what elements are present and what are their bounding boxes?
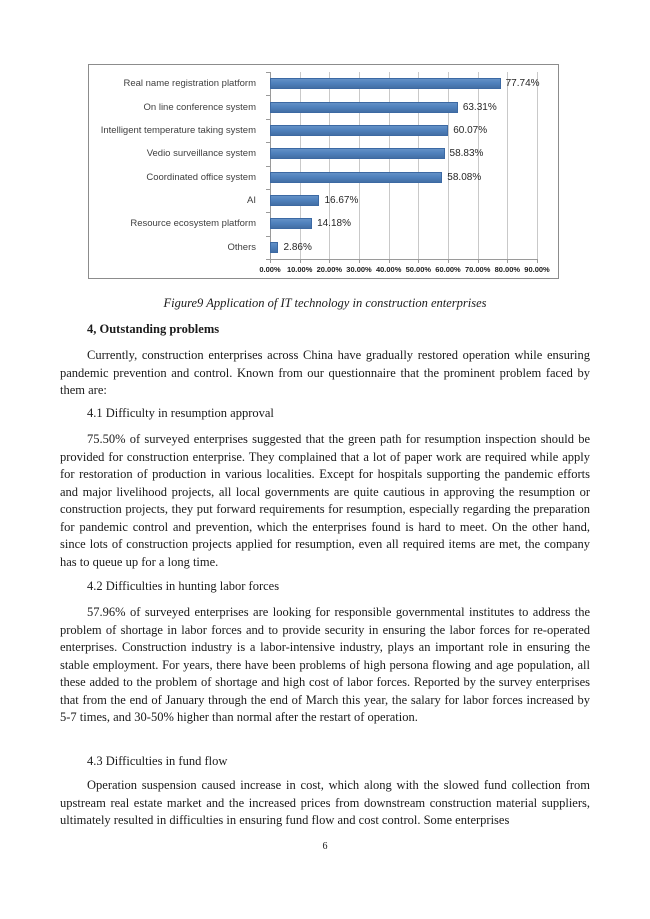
x-axis-line — [270, 259, 538, 260]
bar-value-label: 14.18% — [317, 218, 351, 230]
x-axis-tick-label: 80.00% — [494, 265, 521, 274]
gridline — [537, 72, 538, 259]
paragraph-4-3: Operation suspension caused increase in cost, which along with the slowed fund collection from upstream real estate market and the increased prices from downstream construction material suppliers, ultimately resulted in difficulties in ensuring fund flow and cost control. Some enterprises — [60, 778, 590, 827]
y-axis-tick — [266, 142, 270, 143]
paragraph-intro: Currently, construction enterprises across China have gradually restored operation while ensuring pandemic prevention and control. Known from our questionnaire that the prominent problem faced by them are: — [60, 348, 590, 397]
x-axis-tick — [359, 259, 360, 263]
section-heading: 4, Outstanding problems — [87, 322, 220, 336]
category-label: On line conference system — [143, 101, 256, 113]
x-axis-tick — [270, 259, 271, 263]
chart-bar-row — [270, 142, 537, 165]
y-axis-tick — [266, 212, 270, 213]
y-axis-tick — [266, 95, 270, 96]
x-axis-tick — [537, 259, 538, 263]
figure-caption: Figure9 Application of IT technology in construction enterprises — [163, 296, 487, 310]
chart-bar — [270, 148, 445, 159]
category-label: Vedio surveillance system — [146, 148, 256, 160]
x-axis-tick — [448, 259, 449, 263]
category-label: Coordinated office system — [146, 171, 256, 183]
chart-bar — [270, 218, 312, 229]
x-axis-labels — [259, 265, 550, 277]
chart-bar-row — [270, 119, 537, 142]
bar-value-label: 60.07% — [453, 124, 488, 136]
chart-bar — [270, 102, 458, 113]
y-axis-tick — [266, 119, 270, 120]
x-axis-tick — [478, 259, 479, 263]
x-axis-tick — [418, 259, 419, 263]
subsection-title-4-1: 4.1 Difficulty in resumption approval — [87, 406, 274, 420]
bar-value-label: 58.08% — [447, 171, 482, 183]
category-label: Intelligent temperature taking system — [100, 124, 256, 136]
y-axis-tick — [266, 72, 270, 73]
category-label: Resource ecosystem platform — [130, 218, 256, 230]
chart-bar-row — [270, 212, 537, 235]
chart-bar-row — [270, 166, 537, 189]
x-axis-tick-label: 60.00% — [435, 265, 461, 274]
y-axis-tick — [266, 236, 270, 237]
x-axis-tick-label: 40.00% — [375, 265, 402, 274]
chart-category-axis — [89, 72, 263, 259]
subsection-title-4-2: 4.2 Difficulties in hunting labor forces — [87, 579, 280, 593]
category-label: Others — [227, 241, 256, 253]
paragraph-4-1: 75.50% of surveyed enterprises suggested that the green path for resumption inspection should be provided for construction enterprise. They complained that a lot of paper work are required while apply for restoration of production in various localities. Except for hospitals supporting the pandemic efforts and major livelihood projects, all local governments are quite cautious in approving the resumption or construction projects, they put forward requirements for resumption, especially regarding the preparation for pandemic control and prevention, which the enterprises found is hard to meet. On the other hand, since lots of construction projects applied for resumption, even all required items are met, the company has to queue up for a long time. — [60, 432, 590, 569]
bar-chart-figure — [88, 64, 559, 279]
bar-value-label: 63.31% — [462, 101, 497, 113]
x-axis-tick — [507, 259, 508, 263]
chart-bar — [270, 242, 278, 253]
page-number: 6 — [322, 841, 328, 852]
category-label: Real name registration platform — [123, 78, 256, 90]
paragraph-4-2: 57.96% of surveyed enterprises are looking for responsible governmental institutes to address the problem of shortage in labor forces and to provide security in ensuring the labor forces for re-operated enterprises. Construction industry is a labor-intensive industry, plays an important role in ensuring the stable employment. For years, there have been problems of high persona flowing and age population, all these added to the problem of shortage and high cost of labor forces. Reported by the survey enterprises that from the end of January through the end of March this year, the salary for labor forces increased by 5-7 times, and 30-50% higher than normal after the restart of operation. — [60, 605, 590, 724]
chart-bar — [270, 172, 442, 183]
x-axis-tick — [300, 259, 301, 263]
chart-bar-row — [270, 95, 537, 118]
bar-value-label: 77.74% — [505, 78, 540, 90]
x-axis-tick — [389, 259, 390, 263]
category-label: AI — [247, 195, 256, 207]
x-axis-tick — [329, 259, 330, 263]
y-axis-tick — [266, 166, 270, 167]
chart-bar — [270, 125, 448, 136]
x-axis-tick-label: 10.00% — [286, 265, 313, 274]
x-axis-tick-label: 50.00% — [405, 265, 432, 274]
chart-bar-row — [270, 236, 537, 259]
subsection-title-4-3: 4.3 Difficulties in fund flow — [87, 754, 228, 768]
x-axis-tick-label: 20.00% — [316, 265, 343, 274]
chart-bar-row — [270, 189, 537, 212]
bar-value-label: 2.86% — [283, 241, 312, 253]
x-axis-tick-label: 90.00% — [524, 265, 550, 274]
y-axis-tick — [266, 189, 270, 190]
chart-bar — [270, 78, 501, 89]
chart-bar-row — [270, 72, 540, 95]
bar-value-label: 58.83% — [449, 148, 484, 160]
x-axis-tick-label: 30.00% — [346, 265, 372, 274]
chart-bar — [270, 195, 319, 206]
y-axis-tick — [266, 259, 270, 260]
chart-plot — [270, 72, 540, 259]
x-axis-tick-label: 70.00% — [464, 265, 491, 274]
bar-value-label: 16.67% — [324, 195, 359, 207]
x-axis-tick-label: 0.00% — [259, 265, 281, 274]
